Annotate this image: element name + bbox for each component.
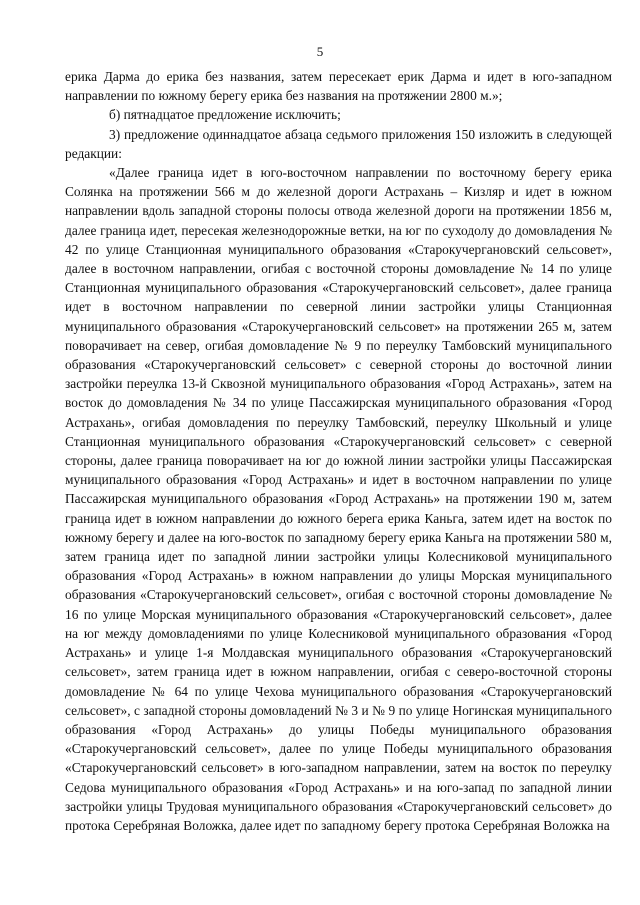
paragraph-item-3: 3) предложение одиннадцатое абзаца седьмого приложения 150 изложить в следующей редакции: [65,126,612,161]
paragraph-continuation: ерика Дарма до ерика без названия, затем пересекает ерик Дарма и идет в юго-западном направлении по южному берегу ерика без названия на протяжении 2800 м.»; [65,69,612,104]
paragraph-item-b: б) пятнадцатое предложение исключить; [109,107,341,123]
page-number: 5 [316,44,324,59]
document-body [65,67,612,835]
paragraph-quoted-amendment: «Далее граница идет в юго-восточном направлении по восточному берегу ерика Солянка на протяжении 566 м до железной дороги Астрахань – Кизляр и идет в южном направлении вдоль западной стороны полосы отвода железной дороги на протяжении 1856 м, далее граница идет, пересекая железнодорожные ветки, на юг по суходолу до домовладения № 42 по улице Станционная муниципального образования «Старокучергановский сельсовет», далее в восточном направлении, огибая с восточной стороны домовладение № 14 по улице Станционная муниципального образования «Старокучергановский сельсовет», далее граница идет в восточном направлении по северной линии застройки улицы Станционная муниципального образования «Старокучергановский сельсовет» на протяжении 265 м, затем поворачивает на север, огибая домовладение № 9 по переулку Тамбовский муниципального образования «Старокучергановский сельсовет» с северной стороны до восточной линии застройки переулка 13-й Сквозной муниципального образования «Город Астрахань», затем на восток до домовладения № 34 по улице Пассажирская муниципального образования «Город Астрахань», огибая домовладения по переулку Тамбовский, переулку Школьный и улице Станционная муниципального образования «Старокучергановский сельсовет» с северной стороны, далее граница поворачивает на юг до южной линии застройки улицы Пассажирская муниципального образования «Город Астрахань» и идет в восточном направлении по улице Пассажирская муниципального образования «Город Астрахань» на протяжении 190 м, затем граница идет в южном направлении до южного берега ерика Каньга, затем идет на восток по южному берегу и далее на юго-восток по западному берегу ерика Каньга на протяжении 580 м, затем граница идет по западной линии застройки улицы Колесниковой муниципального образования «Город Астрахань» в южном направлении до улицы Морская муниципального образования «Старокучергановский сельсовет», огибая с восточной стороны домовладение № 16 по улице Морская муниципального образования «Старокучергановский сельсовет», далее на юг между домовладениями по улице Колесниковой муниципального образования «Город Астрахань» и улице 1-я Молдавская муниципального образования «Старокучергановский сельсовет», затем граница идет в южном направлении, огибая с северо-восточной стороны домовладение № 64 по улице Чехова муниципального образования «Старокучергановский сельсовет», с западной стороны домовладений № 3 и № 9 по улице Ногинская муниципального образования «Город Астрахань» до улицы Победы муниципального образования «Старокучергановский сельсовет», далее по улице Победы муниципального образования «Старокучергановский сельсовет» в юго-западном направлении, затем на восток по переулку Седова муниципального образования «Город Астрахань» и на юго-запад по западной линии застройки улицы Трудовая муниципального образования «Старокучергановский сельсовет» до протока Серебряная Воложка, далее идет по западному берегу протока Серебряная Воложка на [65,165,612,833]
